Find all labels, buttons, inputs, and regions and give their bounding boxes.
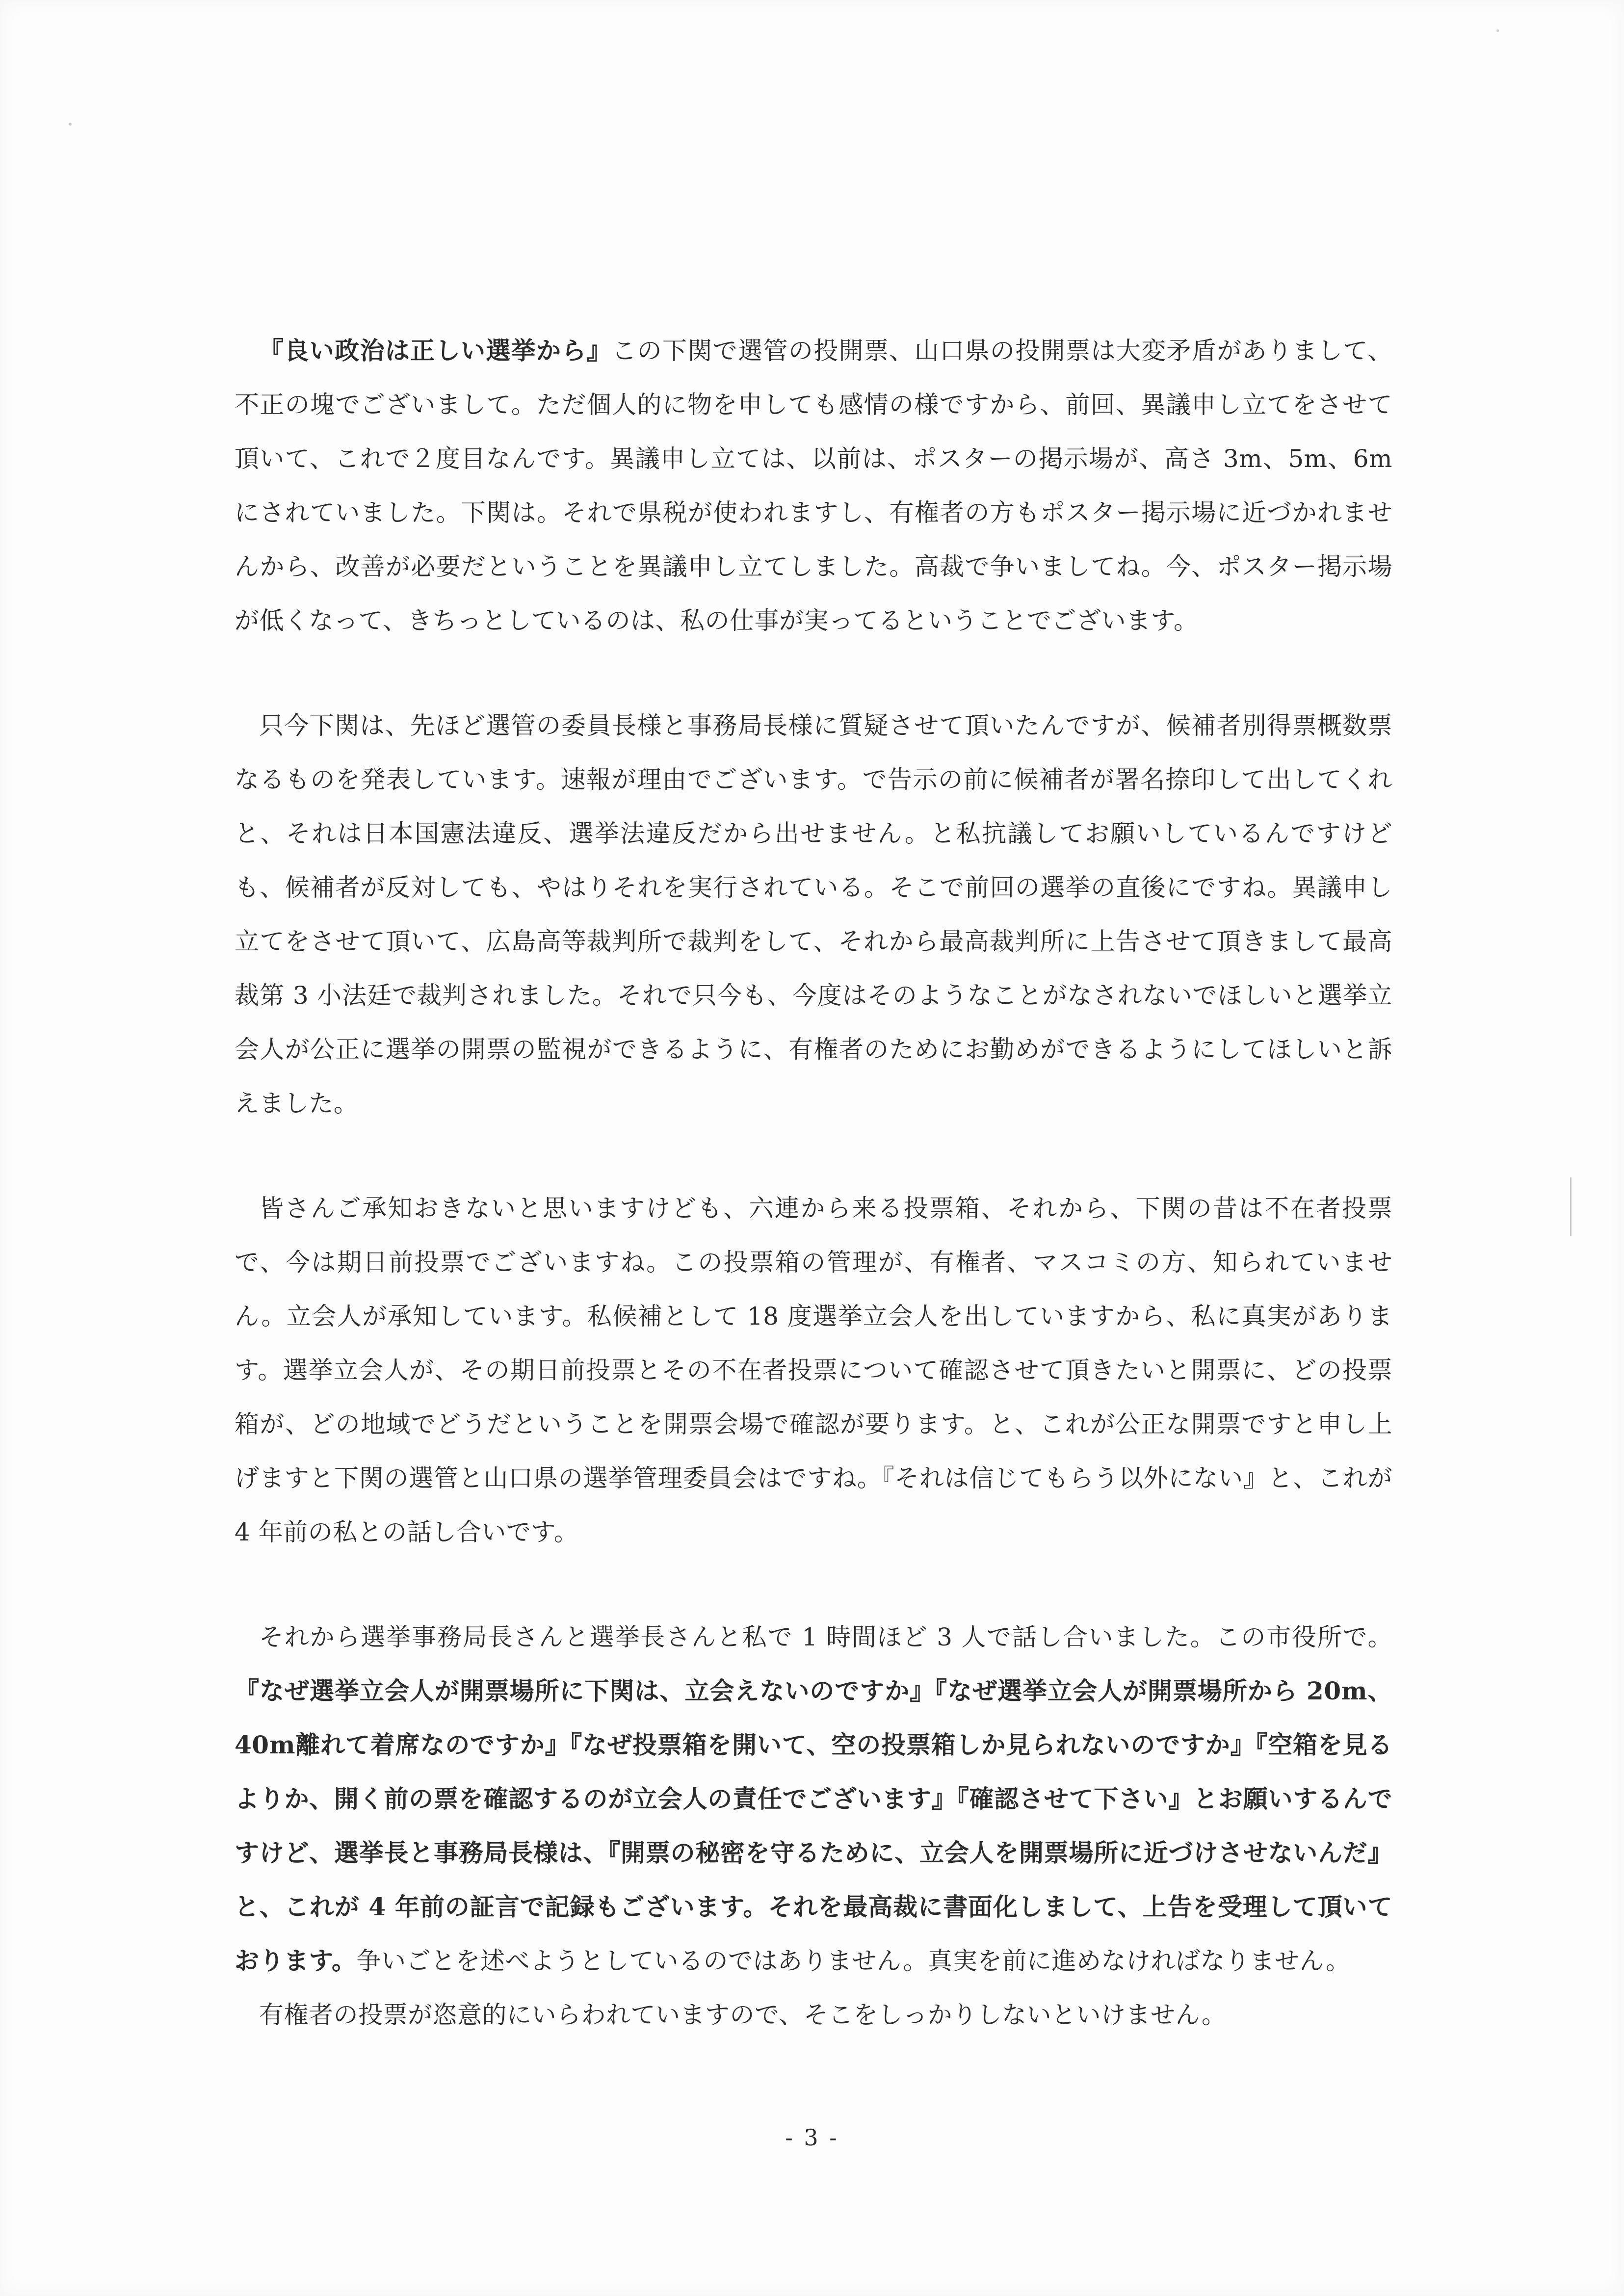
paragraph-5 [235, 1988, 1392, 2042]
paragraph-4-quotes: 『なぜ選挙立会人が開票場所に下関は、立会えないのですか』『なぜ選挙立会人が開票場所から 20m、40m離れて着席なのですか』『なぜ投票箱を開いて、空の投票箱しか見られないのですか』『空箱を見るよりか、開く前の票を確認するのが立会人の責任でございます』『確認させて下さい』とお願いするんですけど、選挙長と事務局長様は、『開票の秘密を守るために、立会人を開票場所に近づけさせないんだ』と、これが 4 年前の証言で記録もございます。それを最高裁に書面化しまして、上告を受理して頂いております。 [235, 1676, 1392, 1975]
document-body [235, 324, 1392, 2042]
paragraph-1-slogan: 『良い政治は正しい選挙から』 [259, 336, 612, 365]
paragraph-5-text: 有権者の投票が恣意的にいらわれていますので、そこをしっかりしないといけません。 [259, 2001, 1227, 2029]
paragraph-4-intro: それから選挙事務局長さんと選挙長さんと私で 1 時間ほど 3 人で話し合いました。この市役所で。 [259, 1623, 1392, 1651]
page-number: - 3 - [785, 2124, 839, 2151]
scan-speck [1496, 29, 1499, 32]
scan-speck [1570, 1177, 1572, 1236]
paragraph-3-text: 皆さんご承知おきないと思いますけども、六連から来る投票箱、それから、下関の昔は不在者投票で、今は期日前投票でございますね。この投票箱の管理が、有権者、マスコミの方、知られていません。立会人が承知しています。私候補として 18 度選挙立会人を出していますから、私に真実があります。選挙立会人が、その期日前投票とその不在者投票について確認させて頂きたいと開票に、どの投票箱が、どの地域でどうだということを開票会場で確認が要ります。と、これが公正な開票ですと申し上げますと下関の選管と山口県の選挙管理委員会はですね。『それは信じてもらう以外にない』と、これが 4 年前の私との話し合いです。 [235, 1194, 1392, 1546]
paragraph-2 [235, 699, 1392, 1130]
paragraph-3 [235, 1181, 1392, 1559]
paragraph-2-text: 只今下関は、先ほど選管の委員長様と事務局長様に質疑させて頂いたんですが、候補者別得票概数票なるものを発表しています。速報が理由でございます。で告示の前に候補者が署名捺印して出してくれと、それは日本国憲法違反、選挙法違反だから出せません。と私抗議してお願いしているんですけども、候補者が反対しても、やはりそれを実行されている。そこで前回の選挙の直後にですね。異議申し立てをさせて頂いて、広島高等裁判所で裁判をして、それから最高裁判所に上告させて頂きまして最高裁第 3 小法廷で裁判されました。それで只今も、今度はそのようなことがなされないでほしいと選挙立会人が公正に選挙の開票の監視ができるように、有権者のためにお勤めができるようにしてほしいと訴えました。 [235, 711, 1392, 1118]
scan-speck [69, 123, 72, 126]
paragraph-1-text: この下関で選管の投開票、山口県の投開票は大変矛盾がありまして、不正の塊でございまして。ただ個人的に物を申しても感情の様ですから、前回、異議申し立てをさせて頂いて、これで２度目なんです。異議申し立ては、以前は、ポスターの掲示場が、高さ 3m、5m、6mにされていました。下関は。それで県税が使われますし、有権者の方もポスター掲示場に近づかれませんから、改善が必要だということを異議申し立てしました。高裁で争いましてね。今、ポスター掲示場が低くなって、きちっとしているのは、私の仕事が実ってるということでございます。 [235, 337, 1392, 635]
paragraph-4-closing: 争いごとを述べようとしているのではありません。真実を前に進めなければなりません。 [356, 1947, 1351, 1975]
paragraph-1 [235, 324, 1392, 648]
paragraph-4 [235, 1610, 1392, 1988]
